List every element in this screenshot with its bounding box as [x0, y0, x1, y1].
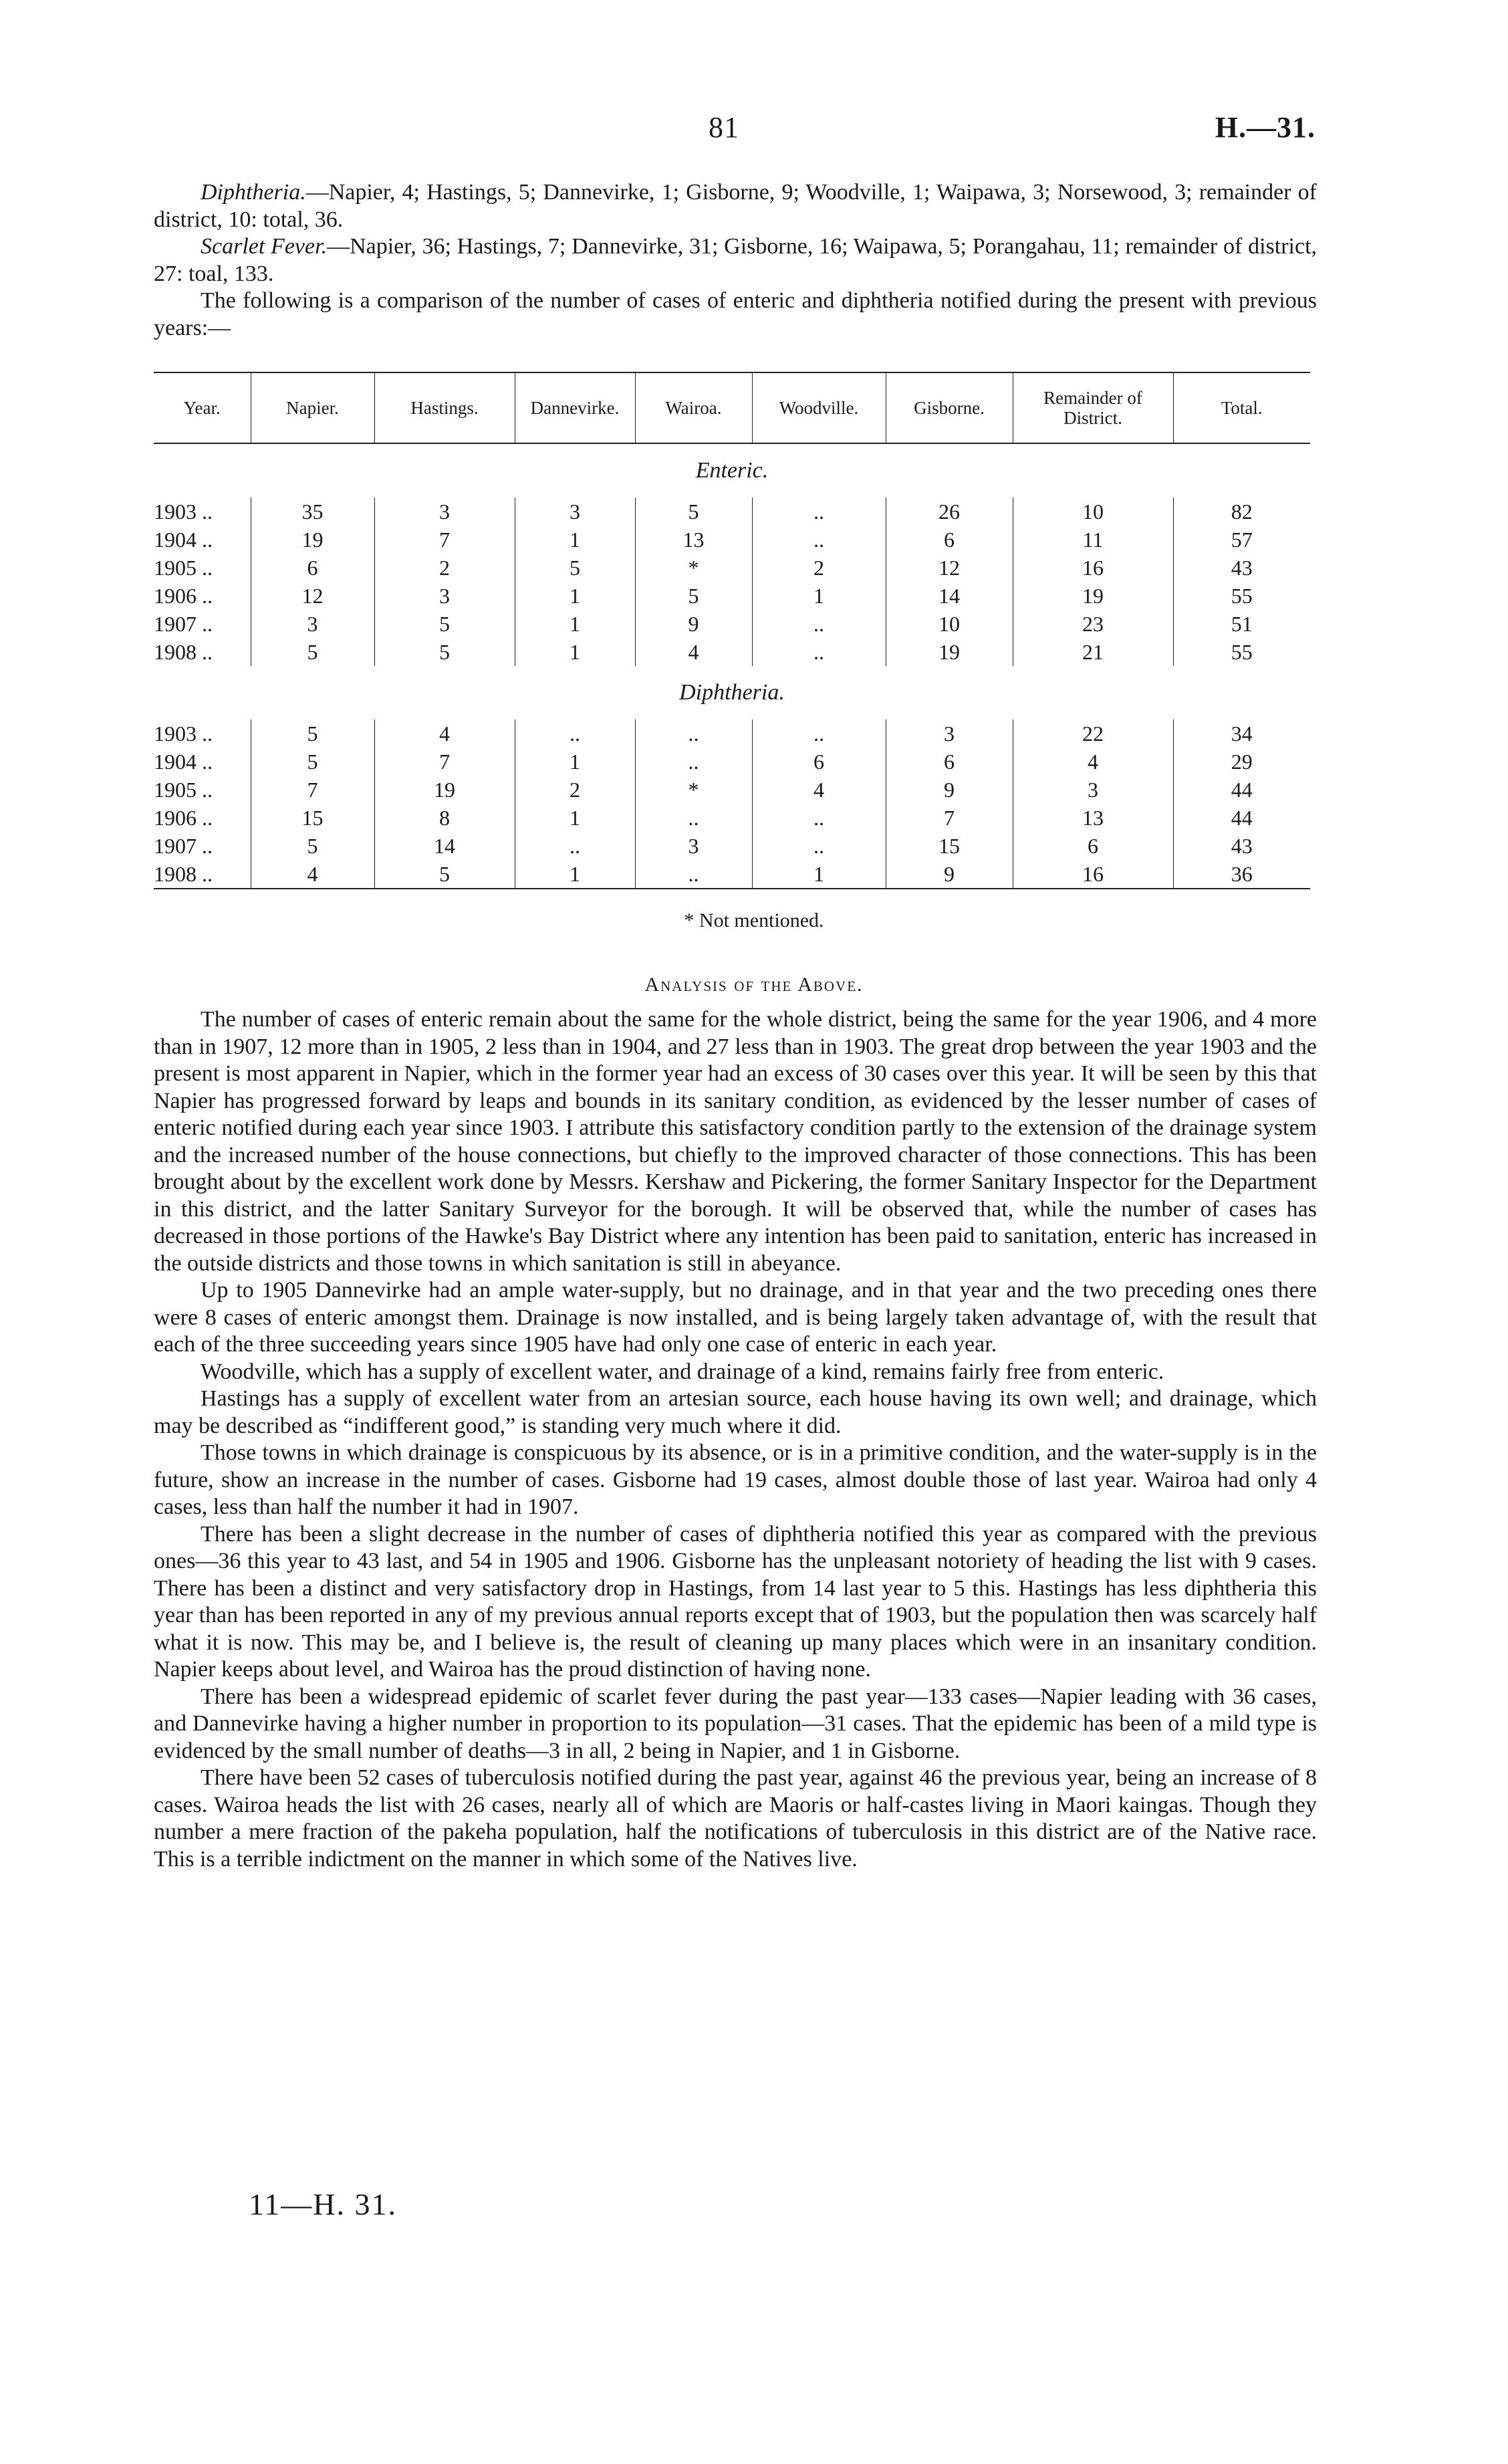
table-cell: 3 — [374, 582, 515, 610]
table-cell: 5 — [251, 719, 374, 748]
table-cell: 19 — [374, 776, 515, 804]
table-row — [154, 638, 1310, 666]
table-cell: .. — [752, 497, 886, 526]
diphtheria-summary-text: —Napier, 4; Hastings, 5; Dannevirke, 1; Gisborne, 9; Woodville, 1; Waipawa, 3; Norsewood, 3; remainder of district, 10: total, 36. — [154, 180, 1317, 232]
table-cell: 19 — [251, 526, 374, 554]
table-cell: 1 — [515, 526, 635, 554]
table-cell: 1 — [515, 860, 635, 889]
table-cell: .. — [635, 748, 752, 776]
table-cell: 3 — [635, 832, 752, 860]
table-cell: 55 — [1231, 584, 1253, 608]
year-cell: 1904 .. — [154, 526, 251, 554]
table-row — [154, 748, 1310, 776]
table-cell: 2 — [374, 554, 515, 582]
section-label: Diphtheria. — [679, 680, 785, 705]
table-cell: .. — [515, 832, 635, 860]
table-cell: 9 — [886, 860, 1013, 889]
paragraph: There has been a widespread epidemic of scarlet fever during the past year—133 cases—Napier leading with 36 cases, and Dannevirke having a higher number in proportion to its population—31 cases. That the epidemic has been of a mild type is evidenced by the small number of deaths—3 in all, 2 being in Napier, and 1 in Gisborne. — [154, 1684, 1317, 1763]
table-cell: .. — [752, 832, 886, 860]
table-cell: * — [635, 554, 752, 582]
table-cell: 4 — [251, 860, 374, 889]
table-section-row — [154, 666, 1310, 719]
diphtheria-label: Diphtheria. — [201, 180, 306, 205]
table-cell: 10 — [886, 610, 1013, 638]
comparison-table — [154, 372, 1310, 889]
table-cell: 43 — [1231, 834, 1253, 858]
table-row — [154, 582, 1310, 610]
table-cell: 1 — [515, 638, 635, 666]
table-cell: 12 — [251, 582, 374, 610]
year-cell: 1904 .. — [154, 748, 251, 776]
table-row — [154, 860, 1310, 889]
table-cell: 35 — [251, 497, 374, 526]
section-label: Enteric. — [695, 458, 769, 483]
document-reference: H.—31. — [1215, 111, 1315, 144]
table-cell: 44 — [1231, 806, 1253, 830]
year-cell: 1903 .. — [154, 497, 251, 526]
table-cell: 5 — [251, 748, 374, 776]
year-cell: 1907 .. — [154, 610, 251, 638]
comparison-intro: The following is a comparison of the number of cases of enteric and diphtheria notified during the present with previous years:— — [154, 288, 1317, 340]
table-cell: 15 — [886, 832, 1013, 860]
table-row — [154, 526, 1310, 554]
table-row — [154, 719, 1310, 748]
analysis-body — [154, 1006, 1317, 1873]
paragraph: The number of cases of enteric remain about the same for the whole district, being the same for the year 1906, and 4 more than in 1907, 12 more than in 1905, 2 less than in 1904, and 27 less than in 1903. The great drop between the year 1903 and the present is most apparent in Napier, which in the former year had an excess of 30 cases over this year. It will be seen by this that Napier has progressed forward by leaps and bounds in its sanitary condition, as evidenced by the lesser number of cases of enteric notified during each year since 1903. I attribute this satisfactory condition partly to the extension of the drainage system and the increased number of the house connections, but chiefly to the improved character of those connections. This has been brought about by the excellent work done by Messrs. Kershaw and Pickering, the former Sanitary Inspector for the Department in this district, and the latter Sanitary Surveyor for the borough. It will be observed that, while the number of cases has decreased in those portions of the Hawke's Bay District where any intention has been paid to sanitation, enteric has increased in the outside districts and those towns in which sanitation is still in abeyance. — [154, 1007, 1317, 1276]
table-row — [154, 776, 1310, 804]
table-cell: 5 — [635, 582, 752, 610]
table-cell: .. — [752, 638, 886, 666]
year-cell: 1906 .. — [154, 582, 251, 610]
table-cell: 9 — [886, 776, 1013, 804]
table-row — [154, 804, 1310, 832]
table-cell: 12 — [886, 554, 1013, 582]
paragraph: Hastings has a supply of excellent water from an artesian source, each house having its own well; and drainage, which may be described as “indifferent good,” is standing very much where it did. — [154, 1386, 1317, 1438]
col-header: Hastings. — [374, 372, 515, 443]
analysis-heading: Analysis of the Above. — [644, 974, 864, 996]
table-cell: 3 — [515, 497, 635, 526]
table-cell: 14 — [374, 832, 515, 860]
table-cell: 15 — [251, 804, 374, 832]
paragraph: There have been 52 cases of tuberculosis notified during the past year, against 46 the previous year, being an increase of 8 cases. Wairoa heads the list with 26 cases, nearly all of which are Maoris or half-castes living in Maori kaingas. Though they number a mere fraction of the pakeha population, half the notifications of tuberculosis in this district are of the Native race. This is a terrible indictment on the manner in which some of the Natives live. — [154, 1765, 1317, 1872]
table-cell: 1 — [515, 582, 635, 610]
table-cell: 55 — [1231, 640, 1253, 664]
table-cell: 9 — [635, 610, 752, 638]
table-row — [154, 497, 1310, 526]
table-cell: 1 — [515, 748, 635, 776]
table-cell: 43 — [1231, 556, 1253, 580]
table-cell: 26 — [886, 497, 1013, 526]
col-header: Total. — [1173, 372, 1310, 443]
table-cell: 5 — [374, 610, 515, 638]
table-cell: .. — [635, 860, 752, 889]
table-section-row — [154, 443, 1310, 497]
paragraph: There has been a slight decrease in the number of cases of diphtheria notified this year as compared with the previous ones—36 this year to 43 last, and 54 in 1905 and 1906. Gisborne has the unpleasant notoriety of heading the list with 9 cases. There has been a distinct and very satisfactory drop in Hastings, from 14 last year to 5 this. Hastings has less diphtheria this year than has been reported in any of my previous annual reports except that of 1903, but the population then was scarcely half what it is now. This may be, and I believe is, the result of cleaning up many places which were in an insanitary condition. Napier keeps about level, and Wairoa has the proud distinction of having none. — [154, 1521, 1317, 1682]
intro-section — [154, 179, 1317, 342]
table-cell: 5 — [374, 860, 515, 889]
table-cell: 23 — [1013, 610, 1173, 638]
table-cell: 21 — [1013, 638, 1173, 666]
table-cell: 4 — [1013, 748, 1173, 776]
year-cell: 1905 .. — [154, 554, 251, 582]
table-cell: 1 — [752, 582, 886, 610]
table-cell: 5 — [374, 638, 515, 666]
table-cell: 2 — [752, 554, 886, 582]
table-row — [154, 832, 1310, 860]
table-cell: .. — [635, 719, 752, 748]
table-cell: 34 — [1231, 721, 1253, 746]
table-cell: 8 — [374, 804, 515, 832]
table-cell: 2 — [515, 776, 635, 804]
table-cell: 16 — [1013, 554, 1173, 582]
col-header: Year. — [154, 372, 251, 443]
table-cell: 3 — [1013, 776, 1173, 804]
table-cell: 4 — [374, 719, 515, 748]
table-cell: 5 — [635, 497, 752, 526]
table-row — [154, 610, 1310, 638]
table-cell: .. — [635, 804, 752, 832]
col-header: Dannevirke. — [515, 372, 635, 443]
table-cell: 3 — [886, 719, 1013, 748]
table-cell: 16 — [1013, 860, 1173, 889]
table-body — [154, 443, 1310, 889]
table-cell: 44 — [1231, 778, 1253, 802]
year-cell: 1903 .. — [154, 719, 251, 748]
table-cell: 19 — [1013, 582, 1173, 610]
col-header: Woodville. — [752, 372, 886, 443]
year-cell: 1907 .. — [154, 832, 251, 860]
paragraph: Up to 1905 Dannevirke had an ample water-supply, but no drainage, and in that year and the two preceding ones there were 8 cases of enteric amongst them. Drainage is now installed, and is being largely taken advantage of, with the result that each of the three succeeding years since 1905 have had only one case of enteric in each year. — [154, 1278, 1317, 1357]
table-cell: 5 — [251, 832, 374, 860]
table-cell: 57 — [1231, 528, 1253, 552]
table-cell: 6 — [752, 748, 886, 776]
table-cell: 4 — [635, 638, 752, 666]
table-cell: 13 — [1013, 804, 1173, 832]
table-cell: .. — [752, 526, 886, 554]
table-cell: 10 — [1013, 497, 1173, 526]
col-header: Napier. — [251, 372, 374, 443]
table-cell: 7 — [886, 804, 1013, 832]
table-footnote: * Not mentioned. — [684, 909, 824, 931]
table-cell: 19 — [886, 638, 1013, 666]
table-cell: 7 — [374, 748, 515, 776]
table-cell: .. — [515, 719, 635, 748]
paragraph: Those towns in which drainage is conspicuous by its absence, or is in a primitive condition, and the water-supply is in the future, show an increase in the number of cases. Gisborne had 19 cases, almost double those of last year. Wairoa had only 4 cases, less than half the number it had in 1907. — [154, 1440, 1317, 1519]
table-cell: 14 — [886, 582, 1013, 610]
table-cell: 11 — [1013, 526, 1173, 554]
col-header: Remainder of District. — [1013, 372, 1173, 443]
table-cell: 36 — [1173, 860, 1310, 889]
year-cell: 1908 .. — [154, 860, 251, 889]
table-cell: 5 — [251, 638, 374, 666]
table-cell: .. — [752, 804, 886, 832]
table-cell: 1 — [515, 804, 635, 832]
page-number: 81 — [709, 111, 739, 144]
col-header: Wairoa. — [635, 372, 752, 443]
table-header-row — [154, 372, 1310, 443]
table-cell: 1 — [752, 860, 886, 889]
document-signature: 11—H. 31. — [249, 2187, 398, 2221]
scarlet-fever-summary-text: —Napier, 36; Hastings, 7; Dannevirke, 31; Gisborne, 16; Waipawa, 5; Porangahau, 11; remainder of district, 27: toal, 133. — [154, 234, 1317, 286]
table-cell: * — [635, 776, 752, 804]
col-header: Gisborne. — [886, 372, 1013, 443]
table-cell: 13 — [635, 526, 752, 554]
table-cell: 6 — [886, 748, 1013, 776]
table-cell: 6 — [1013, 832, 1173, 860]
table-cell: 6 — [886, 526, 1013, 554]
year-cell: 1908 .. — [154, 638, 251, 666]
table-cell: .. — [752, 610, 886, 638]
year-cell: 1906 .. — [154, 804, 251, 832]
scarlet-fever-label: Scarlet Fever. — [201, 234, 328, 259]
table-cell: 82 — [1231, 499, 1253, 524]
table-cell: 51 — [1231, 612, 1253, 636]
table-row — [154, 554, 1310, 582]
table-cell: 22 — [1013, 719, 1173, 748]
table-cell: 7 — [374, 526, 515, 554]
scarlet-fever-summary — [154, 233, 1317, 288]
table-cell: 6 — [251, 554, 374, 582]
table-cell: 5 — [515, 554, 635, 582]
year-cell: 1905 .. — [154, 776, 251, 804]
paragraph: Woodville, which has a supply of excellent water, and drainage of a kind, remains fairly free from enteric. — [201, 1359, 1164, 1384]
table-cell: 29 — [1231, 750, 1253, 774]
table-cell: .. — [752, 719, 886, 748]
table-cell: 3 — [251, 610, 374, 638]
table-cell: 1 — [515, 610, 635, 638]
table-cell: 4 — [752, 776, 886, 804]
table-cell: 7 — [251, 776, 374, 804]
table-cell: 3 — [374, 497, 515, 526]
diphtheria-summary — [154, 179, 1317, 233]
